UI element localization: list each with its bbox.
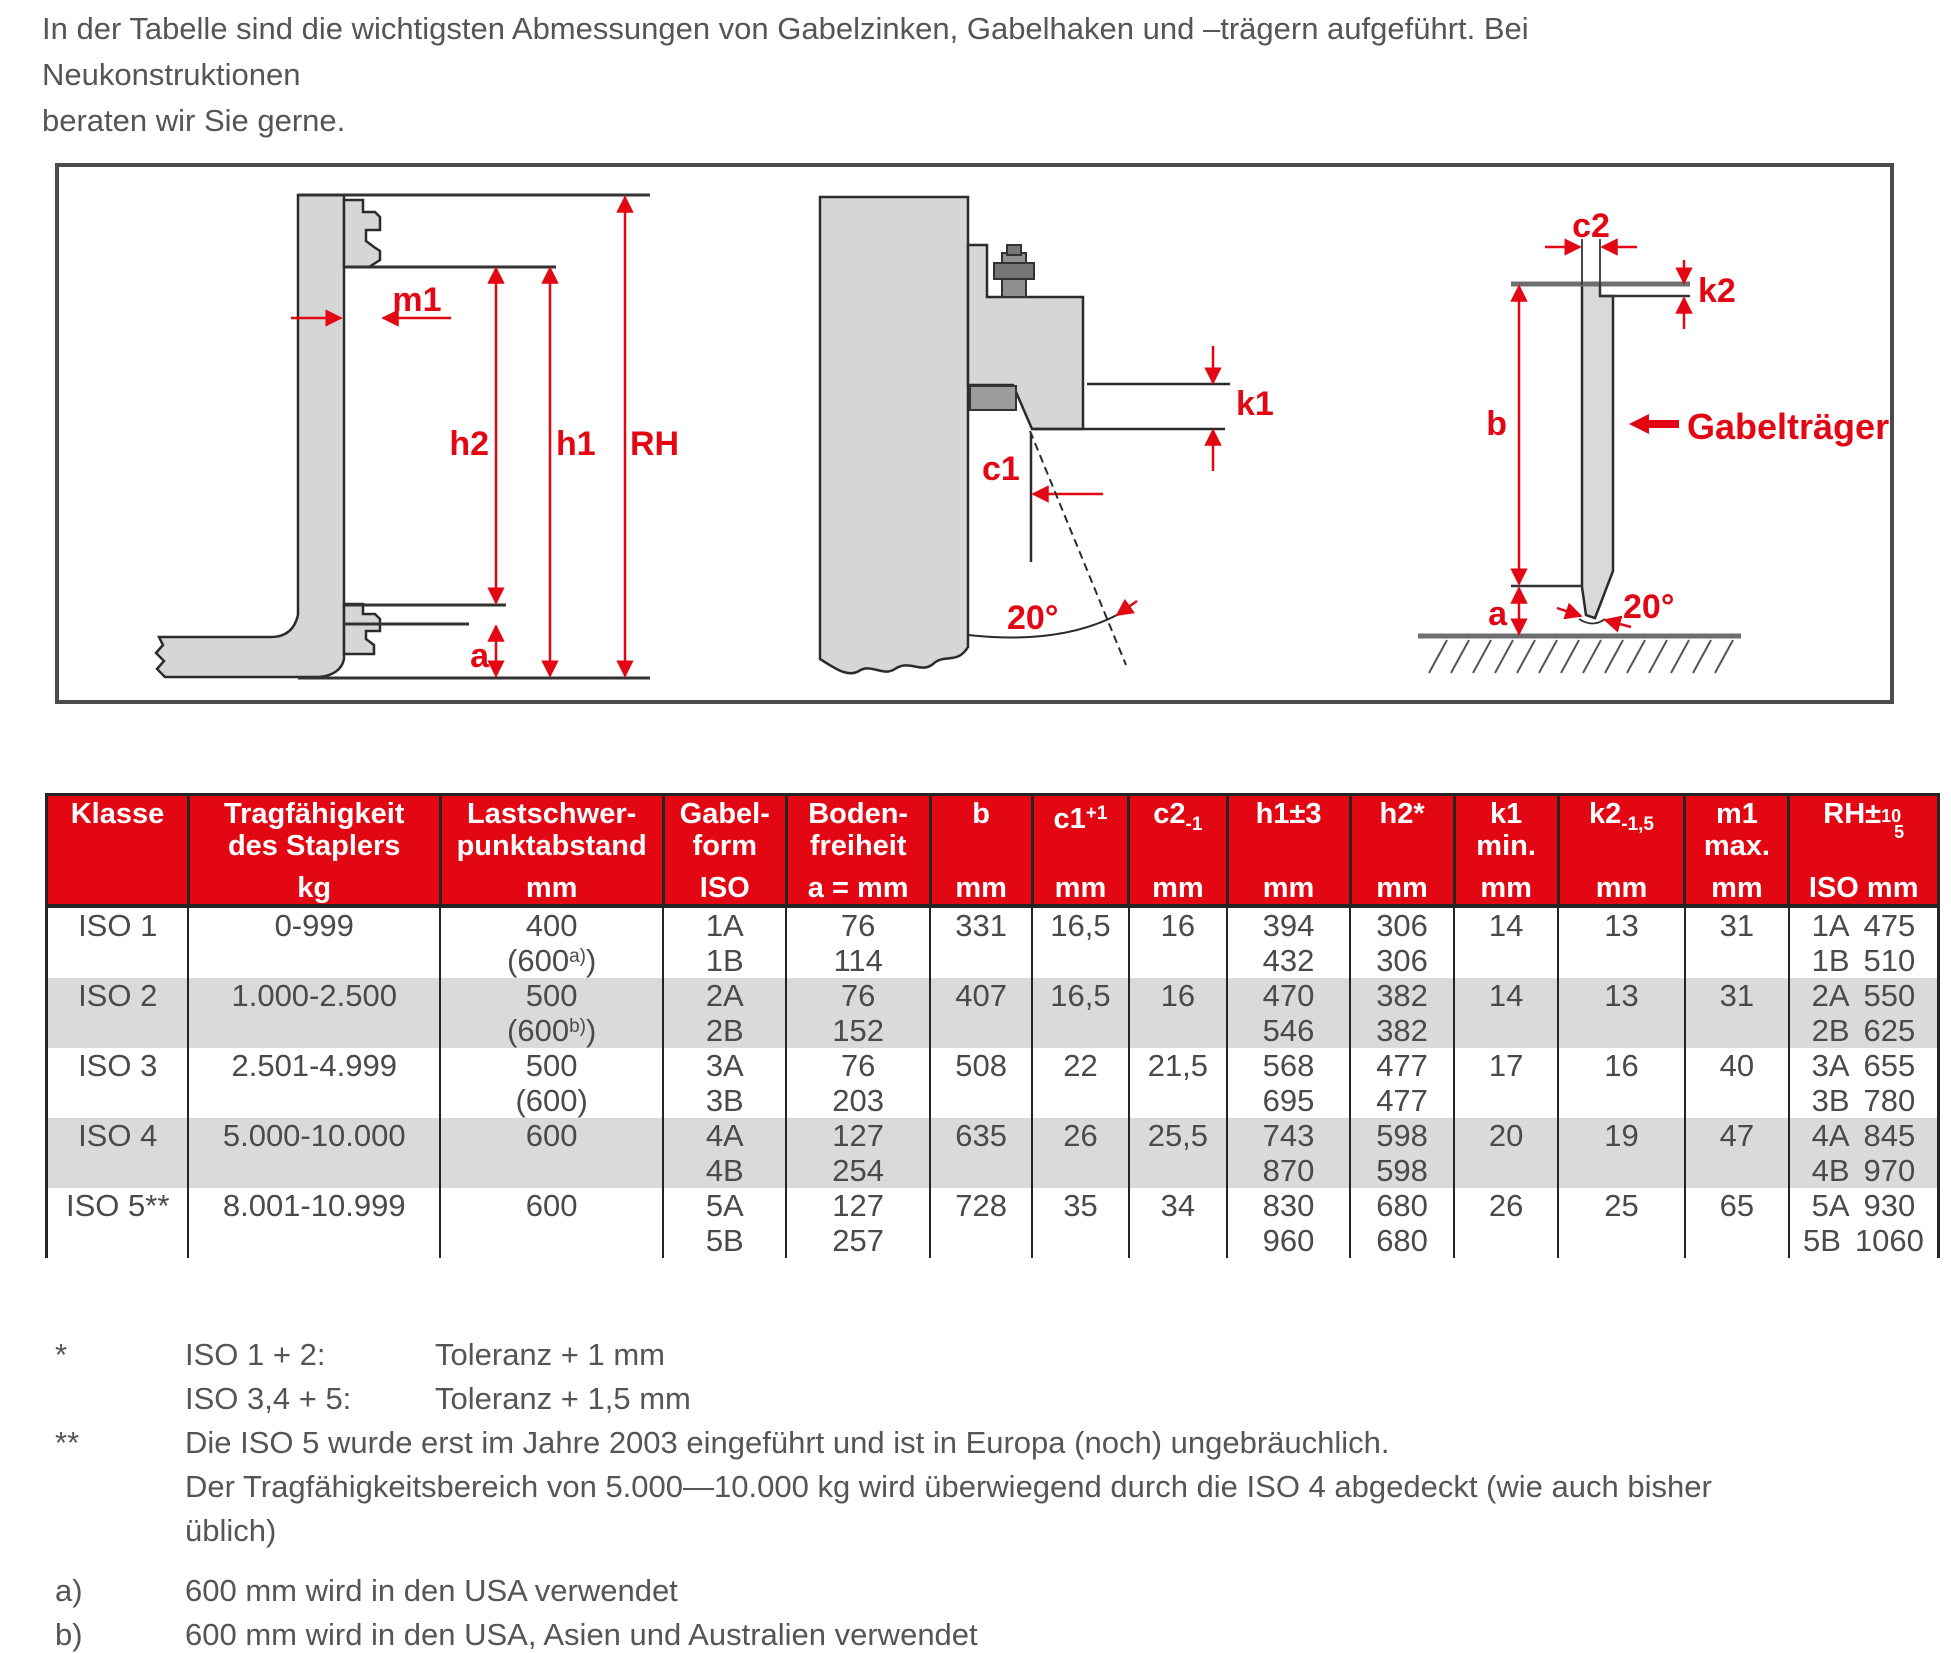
dimension-diagram-box — [55, 163, 1894, 704]
cell-gabelform: 3A 3B — [663, 1048, 786, 1118]
cell-rh: 5A 930 5B 1060 — [1789, 1188, 1939, 1258]
cell-h2: 680 680 — [1350, 1188, 1454, 1258]
column-header-k2: $k2_{-1,5}$ mm — [1558, 795, 1685, 907]
cell-rh: 2A 550 2B 625 — [1789, 978, 1939, 1048]
cell-h1: 470 546 — [1227, 978, 1350, 1048]
column-header-c1: $c1^{+1}$ mm — [1032, 795, 1128, 907]
ground-hatching — [1429, 640, 1733, 673]
cell-h1: 394 432 — [1227, 906, 1350, 978]
gabeltraeger-arrow-icon — [1629, 414, 1679, 434]
table-row-iso1 — [47, 906, 1939, 978]
cell-gabelform: 1A 1B — [663, 906, 786, 978]
cell-tragfaehigkeit: 5.000-10.000 — [188, 1118, 440, 1188]
cell-klasse: ISO 1 — [47, 906, 189, 978]
cell-m1: 47 — [1685, 1118, 1789, 1188]
column-header-k1: k1 min. mm — [1454, 795, 1558, 907]
table-header-row — [47, 795, 1939, 907]
label-a: a — [470, 637, 489, 675]
label-a: a — [1488, 595, 1507, 633]
fork-body-shape — [156, 195, 344, 677]
cell-klasse: ISO 4 — [47, 1118, 189, 1188]
label-c2: c2 — [1572, 207, 1610, 245]
foot-angle-arrow-left — [1557, 608, 1581, 616]
cell-bodenfreiheit: 76 114 — [786, 906, 930, 978]
label-h2: h2 — [449, 425, 489, 463]
cell-k1: 26 — [1454, 1188, 1558, 1258]
cell-h2: 477 477 — [1350, 1048, 1454, 1118]
cell-lastschwerpunkt: 600 — [440, 1118, 663, 1188]
footnote-a-row: a) 600 mm wird in den USA verwendet — [55, 1569, 1755, 1613]
cell-h1: 743 870 — [1227, 1118, 1350, 1188]
intro-line-2: beraten wir Sie gerne. — [42, 103, 346, 138]
table-row-iso3 — [47, 1048, 1939, 1118]
cell-h1: 830 960 — [1227, 1188, 1350, 1258]
label-gabeltraeger: Gabelträger — [1687, 406, 1890, 447]
cell-bodenfreiheit: 127 254 — [786, 1118, 930, 1188]
cell-h2: 306 306 — [1350, 906, 1454, 978]
cell-klasse: ISO 3 — [47, 1048, 189, 1118]
fork-side-view-diagram — [69, 167, 689, 700]
cell-gabelform: 2A 2B — [663, 978, 786, 1048]
bolt-head — [1007, 245, 1021, 255]
column-header-bodenfreiheit: Boden- freiheit a = mm — [786, 795, 930, 907]
cell-bodenfreiheit: 127 257 — [786, 1188, 930, 1258]
bolt-pin — [994, 263, 1034, 279]
foot-angle-arc — [1579, 619, 1605, 624]
fork-lower-hook-shape — [344, 604, 380, 654]
cell-k2: 13 — [1558, 906, 1685, 978]
cell-c1: 22 — [1032, 1048, 1128, 1118]
cell-k1: 20 — [1454, 1118, 1558, 1188]
cell-c2: 21,5 — [1129, 1048, 1227, 1118]
column-header-gabelform: Gabel- form ISO — [663, 795, 786, 907]
cell-gabelform: 5A 5B — [663, 1188, 786, 1258]
cell-c1: 16,5 — [1032, 906, 1128, 978]
footnote-b-row: b) 600 mm wird in den USA, Asien und Australien verwendet — [55, 1613, 1755, 1653]
fork-hook-block — [970, 386, 1016, 410]
cell-c2: 16 — [1129, 906, 1227, 978]
cell-k1: 14 — [1454, 906, 1558, 978]
cell-rh: 3A 655 3B 780 — [1789, 1048, 1939, 1118]
cell-c1: 26 — [1032, 1118, 1128, 1188]
label-k2: k2 — [1698, 272, 1736, 310]
cell-lastschwerpunkt: 500 (600) — [440, 1048, 663, 1118]
column-header-lastschwerpunktabstand: Lastschwer- punktabstand mm — [440, 795, 663, 907]
table-row-iso5 — [47, 1188, 1939, 1258]
intro-line-1: In der Tabelle sind die wichtigsten Abmessungen von Gabelzinken, Gabelhaken und –trägern aufgeführt. Bei Neukonstruktionen — [42, 11, 1529, 92]
cell-gabelform: 4A 4B — [663, 1118, 786, 1188]
cell-h1: 568 695 — [1227, 1048, 1350, 1118]
label-k1: k1 — [1236, 385, 1274, 423]
column-header-b: b mm — [930, 795, 1032, 907]
cell-m1: 31 — [1685, 978, 1789, 1048]
cell-bodenfreiheit: 76 203 — [786, 1048, 930, 1118]
table-row-iso4 — [47, 1118, 1939, 1188]
cell-tragfaehigkeit: 1.000-2.500 — [188, 978, 440, 1048]
cell-lastschwerpunkt: 500 (600$^{b)}$) — [440, 978, 663, 1048]
label-b: b — [1486, 405, 1507, 443]
angle-arrow — [1117, 601, 1137, 615]
cell-c2: 25,5 — [1129, 1118, 1227, 1188]
label-c1: c1 — [982, 450, 1020, 488]
cell-bodenfreiheit: 76 152 — [786, 978, 930, 1048]
column-header-h2: h2* mm — [1350, 795, 1454, 907]
label-h1: h1 — [556, 425, 596, 463]
cell-b: 635 — [930, 1118, 1032, 1188]
footnote-marker-b: b) — [55, 1617, 83, 1652]
mast-shape — [820, 197, 968, 673]
column-header-m1: m1 max. mm — [1685, 795, 1789, 907]
footnote-doublestar-row-3: üblich) — [185, 1513, 277, 1548]
intro-text — [42, 6, 1602, 144]
label-rh: RH — [630, 425, 680, 463]
column-header-h1: h1±3 mm — [1227, 795, 1350, 907]
cell-klasse: ISO 5** — [47, 1188, 189, 1258]
cell-k2: 19 — [1558, 1118, 1685, 1188]
cell-rh: 1A 475 1B 510 — [1789, 906, 1939, 978]
cell-b: 508 — [930, 1048, 1032, 1118]
footnote-doublestar-row-1: ** Die ISO 5 wurde erst im Jahre 2003 eingeführt und ist in Europa (noch) ungebräuchlich. — [55, 1421, 1755, 1465]
cell-k1: 14 — [1454, 978, 1558, 1048]
cell-tragfaehigkeit: 0-999 — [188, 906, 440, 978]
cell-c2: 16 — [1129, 978, 1227, 1048]
footnote-star-row-2: ISO 3,4 + 5: Toleranz + 1,5 mm — [185, 1381, 691, 1416]
footnote-marker-doublestar: ** — [55, 1425, 80, 1460]
footnotes — [55, 1333, 1755, 1653]
footnote-marker-star: * — [55, 1337, 68, 1372]
fork-carrier-diagram — [1389, 167, 1909, 700]
cell-c1: 35 — [1032, 1188, 1128, 1258]
cell-k2: 13 — [1558, 978, 1685, 1048]
cell-tragfaehigkeit: 2.501-4.999 — [188, 1048, 440, 1118]
label-m1: m1 — [392, 281, 442, 319]
cell-k1: 17 — [1454, 1048, 1558, 1118]
label-angle-20: 20° — [1007, 599, 1059, 637]
column-header-rh: RH± 10 5 ISO mm — [1789, 795, 1939, 907]
carrier-bar-shape — [1582, 284, 1613, 618]
cell-tragfaehigkeit: 8.001-10.999 — [188, 1188, 440, 1258]
label-angle-20: 20° — [1623, 588, 1675, 626]
column-header-tragfaehigkeit: Tragfähigkeit des Staplers kg — [188, 795, 440, 907]
cell-lastschwerpunkt: 400 (600$^{a)}$) — [440, 906, 663, 978]
column-header-c2: $c2_{-1}$ mm — [1129, 795, 1227, 907]
fork-upper-hook-shape — [344, 200, 380, 267]
cell-m1: 31 — [1685, 906, 1789, 978]
column-header-klasse: Klasse — [47, 795, 189, 907]
cell-b: 728 — [930, 1188, 1032, 1258]
dimension-table — [45, 793, 1940, 1258]
carriage-detail-diagram — [789, 167, 1349, 700]
footnote-star-row-1: * ISO 1 + 2: Toleranz + 1 mm — [55, 1333, 1755, 1377]
cell-c2: 34 — [1129, 1188, 1227, 1258]
cell-k2: 16 — [1558, 1048, 1685, 1118]
footnote-doublestar-row-2: Der Tragfähigkeitsbereich von 5.000—10.000 kg wird überwiegend durch die ISO 4 abgedeckt (wie auch bisher — [185, 1469, 1712, 1504]
cell-h2: 598 598 — [1350, 1118, 1454, 1188]
cell-rh: 4A 845 4B 970 — [1789, 1118, 1939, 1188]
cell-h2: 382 382 — [1350, 978, 1454, 1048]
footnote-marker-a: a) — [55, 1573, 83, 1608]
cell-b: 407 — [930, 978, 1032, 1048]
cell-k2: 25 — [1558, 1188, 1685, 1258]
cell-b: 331 — [930, 906, 1032, 978]
table-row-iso2 — [47, 978, 1939, 1048]
cell-m1: 65 — [1685, 1188, 1789, 1258]
cell-klasse: ISO 2 — [47, 978, 189, 1048]
cell-lastschwerpunkt: 600 — [440, 1188, 663, 1258]
cell-m1: 40 — [1685, 1048, 1789, 1118]
cell-c1: 16,5 — [1032, 978, 1128, 1048]
